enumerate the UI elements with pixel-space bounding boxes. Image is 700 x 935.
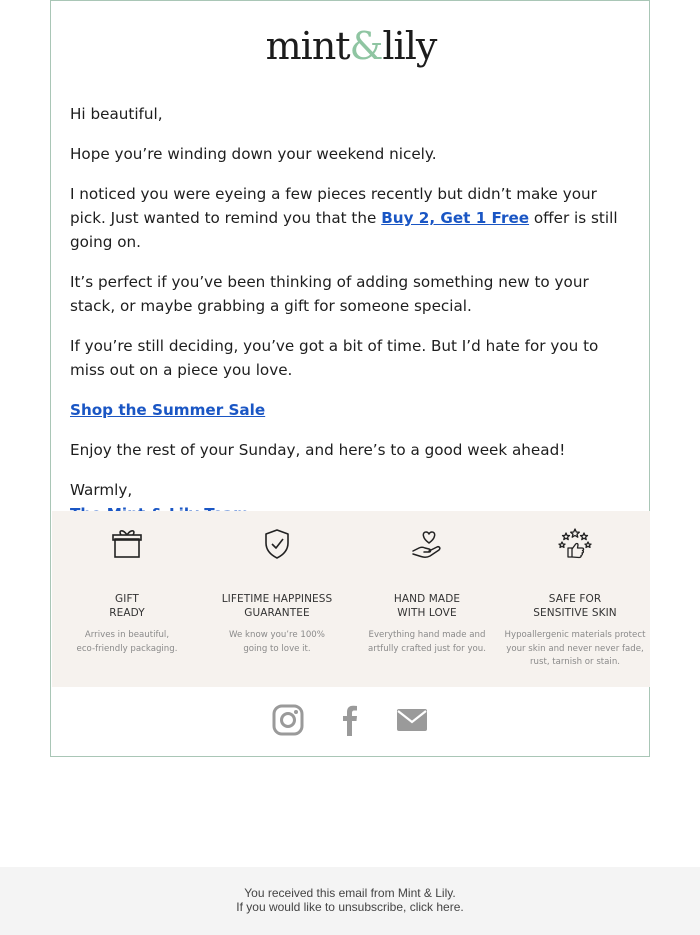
instagram-icon[interactable] [271,703,305,737]
signoff: Warmly, [70,481,133,499]
cta-paragraph [70,398,635,422]
paragraph-weekend: Hope you’re winding down your weekend nicely. [70,145,437,163]
heart-hand-icon [410,527,444,561]
footer-sender-line: You received this email from Mint & Lily. [244,886,456,900]
feature-title: GIFT READY [109,593,145,619]
features-band [52,511,650,687]
unsubscribe-link[interactable]: click here [409,900,461,914]
greeting: Hi beautiful, [70,105,163,123]
email-body [70,102,635,526]
feature-description: Arrives in beautiful, eco-friendly packaging. [76,630,178,654]
feature-description: Everything hand made and artfully crafted just for you. [368,630,486,654]
mail-icon[interactable] [395,703,429,737]
brand-logo[interactable] [51,23,651,73]
logo-text-lily: lily [382,24,437,68]
offer-link[interactable]: Buy 2, Get 1 Free [381,209,530,227]
social-links [51,701,651,741]
stars-thumbs-up-icon [558,527,592,561]
paragraph-deciding: If you’re still deciding, you’ve got a bit of time. But I’d hate for you to miss out on a piece you love. [70,337,599,379]
shop-sale-link[interactable]: Shop the Summer Sale [70,401,266,419]
paragraph-sunday: Enjoy the rest of your Sunday, and here’s to a good week ahead! [70,441,566,459]
logo-ampersand: & [349,24,383,68]
email-footer [0,867,700,935]
feature-title: HAND MADE WITH LOVE [393,593,461,619]
unsubscribe-text: If you would like to unsubscribe, [236,900,410,914]
offer-text-after: offer is still going on. [70,209,618,251]
facebook-icon[interactable] [333,703,367,737]
email-card [50,0,650,757]
gift-icon [110,527,144,561]
feature-description: Hypoallergenic materials protect your skin and never never fade, rust, tarnish or stain. [504,630,646,667]
offer-text-before: I noticed you were eyeing a few pieces recently but didn’t make your pick. Just wanted to remind you that the [70,185,597,227]
shield-check-icon [260,527,294,561]
unsubscribe-period: . [460,900,464,914]
footer-unsubscribe-line [0,900,700,914]
feature-title: SAFE FOR SENSITIVE SKIN [533,593,617,619]
paragraph-offer [70,182,635,254]
feature-title: LIFETIME HAPPINESS GUARANTEE [221,593,333,619]
paragraph-gift: It’s perfect if you’ve been thinking of adding something new to your stack, or maybe grabbing a gift for someone special. [70,273,589,315]
feature-description: We know you’re 100% going to love it. [229,630,325,654]
logo-text-mint: mint [265,24,350,68]
